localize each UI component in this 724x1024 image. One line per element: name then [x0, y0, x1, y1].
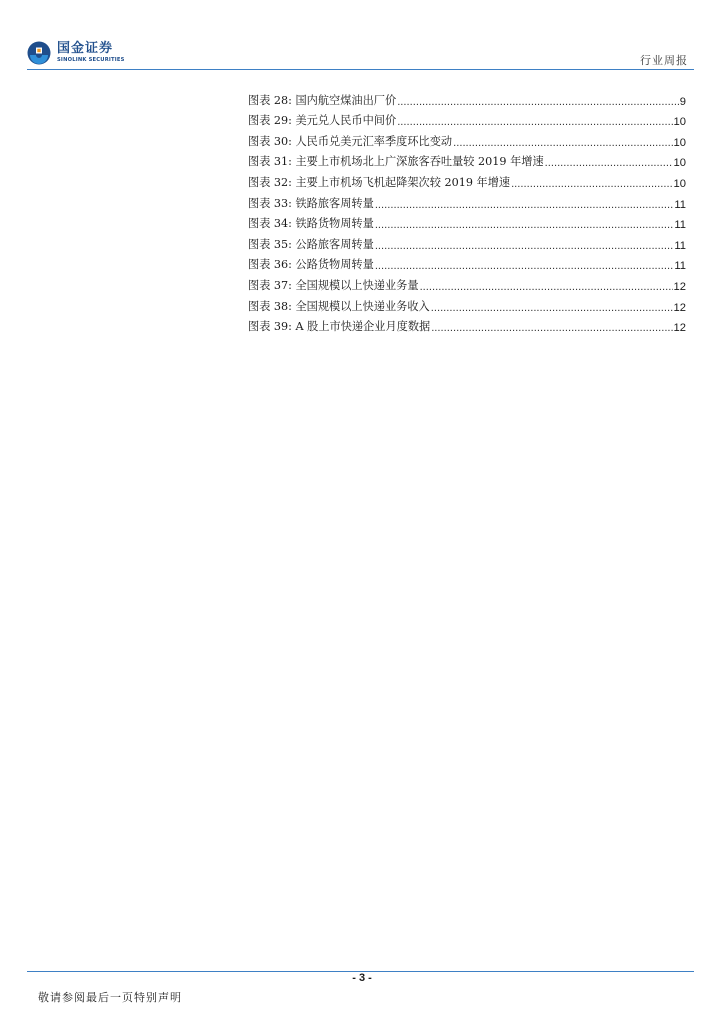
toc-entry-page: 10	[673, 136, 686, 149]
sinolink-logo-icon	[27, 41, 51, 65]
header-divider	[27, 69, 694, 70]
toc-entry[interactable]	[248, 128, 686, 149]
brand-name	[57, 42, 125, 64]
toc-leader-dots	[431, 322, 672, 334]
toc-leader-dots	[375, 260, 674, 272]
page-header	[0, 0, 724, 72]
toc-leader-dots	[397, 116, 672, 128]
toc-leader-dots	[453, 137, 672, 149]
toc-entry-page: 12	[673, 322, 686, 335]
figure-list	[248, 87, 686, 334]
toc-entry-label: 图表 38: 全国规模以上快递业务收入	[248, 299, 430, 313]
toc-entry-page: 11	[674, 239, 686, 252]
toc-leader-dots	[375, 240, 674, 252]
toc-entry[interactable]	[248, 211, 686, 232]
toc-entry-page: 10	[673, 177, 686, 190]
toc-entry-label: 图表 31: 主要上市机场北上广深旅客吞吐量较 2019 年增速	[248, 155, 544, 169]
toc-entry-page: 10	[673, 157, 686, 170]
toc-entry[interactable]	[248, 272, 686, 293]
toc-entry[interactable]	[248, 293, 686, 314]
brand-name-cn: 国金证券	[57, 41, 114, 56]
toc-entry-page: 11	[674, 260, 686, 273]
toc-leader-dots	[545, 157, 673, 169]
toc-entry-page: 12	[673, 280, 686, 293]
toc-entry-page: 9	[679, 95, 686, 108]
toc-entry-label: 图表 37: 全国规模以上快递业务量	[248, 278, 419, 292]
toc-entry-page: 12	[673, 301, 686, 314]
toc-entry-label: 图表 35: 公路旅客周转量	[248, 237, 374, 251]
toc-entry[interactable]	[248, 190, 686, 211]
toc-entry-page: 11	[674, 219, 686, 232]
toc-leader-dots	[397, 96, 679, 108]
toc-leader-dots	[420, 281, 673, 293]
toc-entry-label: 图表 29: 美元兑人民币中间价	[248, 114, 397, 128]
page-number: - 3 -	[352, 972, 372, 984]
toc-entry[interactable]	[248, 149, 686, 170]
toc-entry-page: 10	[673, 116, 686, 129]
toc-entry[interactable]	[248, 108, 686, 129]
toc-entry-label: 图表 39: A 股上市快递企业月度数据	[248, 320, 431, 334]
toc-leader-dots	[375, 219, 674, 231]
disclaimer-note: 敬请参阅最后一页特别声明	[38, 991, 182, 1004]
toc-leader-dots	[431, 302, 673, 314]
toc-entry-label: 图表 28: 国内航空煤油出厂价	[248, 93, 397, 107]
brand-name-en: SINOLINK SECURITIES	[57, 57, 125, 63]
toc-leader-dots	[511, 178, 672, 190]
toc-entry[interactable]	[248, 87, 686, 108]
toc-leader-dots	[375, 199, 674, 211]
toc-entry[interactable]	[248, 314, 686, 335]
toc-entry[interactable]	[248, 231, 686, 252]
toc-entry-label: 图表 32: 主要上市机场飞机起降架次较 2019 年增速	[248, 175, 511, 189]
toc-entry[interactable]	[248, 252, 686, 273]
toc-entry-label: 图表 34: 铁路货物周转量	[248, 217, 374, 231]
toc-entry-page: 11	[674, 198, 686, 211]
toc-entry-label: 图表 36: 公路货物周转量	[248, 258, 374, 272]
report-type-label: 行业周报	[640, 54, 688, 67]
toc-entry-label: 图表 30: 人民币兑美元汇率季度环比变动	[248, 134, 453, 148]
toc-entry[interactable]	[248, 169, 686, 190]
toc-entry-label: 图表 33: 铁路旅客周转量	[248, 196, 374, 210]
